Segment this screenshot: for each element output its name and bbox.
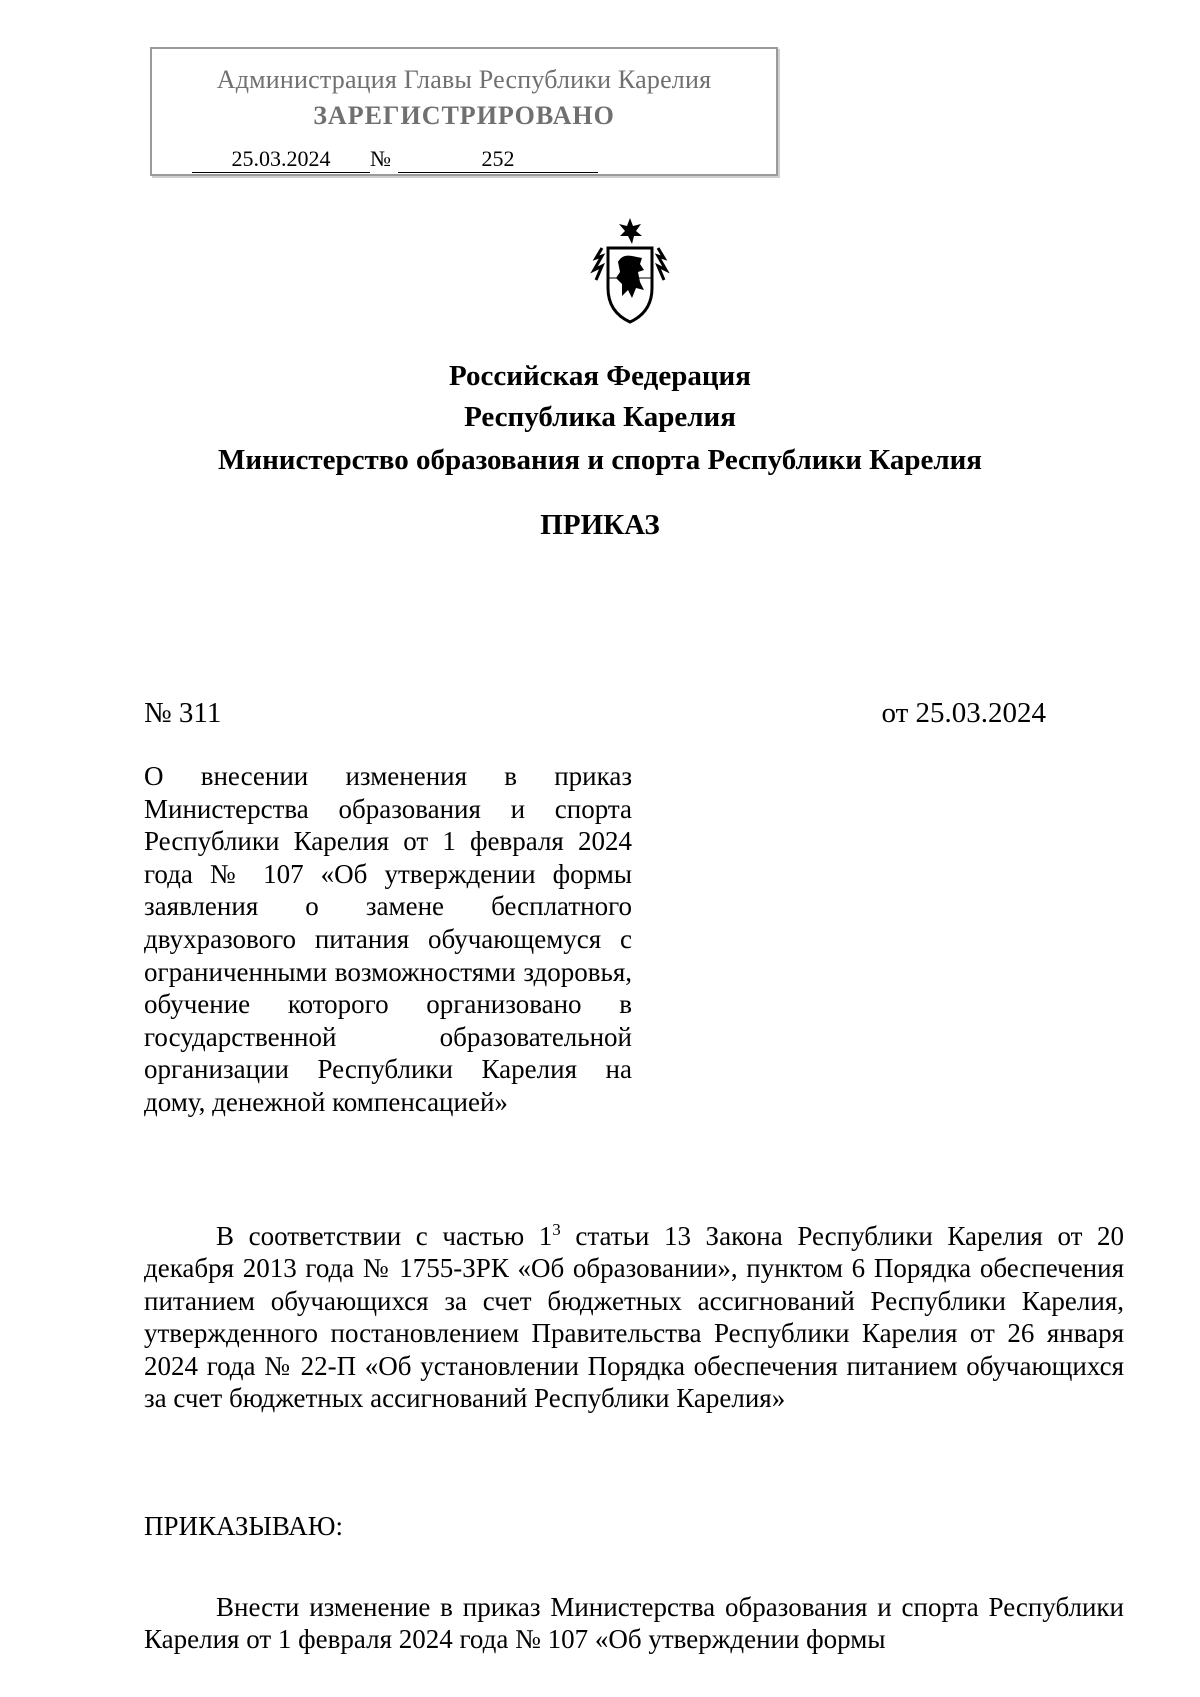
preamble-text-rest: статьи 13 Закона Республики Карелия от 20 декабря 2013 года № 1755-ЗРК «Об образовании», пунктом 6 Порядка обеспечения питанием обучающихся за счет бюджетных ассигнований Республики Карелия, утвержденного постановлением Правительства Республики Карелия от 26 января 2024 года № 22-П «Об установлении Порядка обеспечения питанием обучающихся за счет бюджетных ассигнований Республики Карелия» [144, 1221, 1124, 1414]
header-region: Республика Карелия [464, 401, 736, 433]
header-country: Российская Федерация [449, 360, 751, 392]
stamp-date: 25.03.2024 [192, 146, 370, 173]
decree-word: ПРИКАЗЫВАЮ: [144, 1511, 343, 1541]
stamp-authority: Администрация Главы Республики Карелия [216, 65, 712, 94]
preamble-superscript: 3 [552, 1220, 561, 1239]
preamble-paragraph [144, 1214, 1124, 1414]
order-number: № 311 [144, 697, 222, 729]
stamp-number-label: № [370, 146, 391, 171]
document-type: ПРИКАЗ [540, 509, 660, 541]
order-subject: О внесении изменения в приказ Министерства образования и спорта Республики Карелия от 1 февраля 2024 года № 107 «Об утверждении формы заявления о замене бесплатного двухразового питания обучающемуся с ограниченными возможностями здоровья, обучение которого организовано в государственной образовательной организации Республики Карелия на дому, денежной компенсацией» [144, 761, 632, 1117]
header-ministry: Министерство образования и спорта Республики Карелия [218, 444, 982, 476]
stamp-registered: ЗАРЕГИСТРИРОВАНО [313, 101, 615, 130]
stamp-number: 252 [398, 146, 598, 173]
preamble-text-start: В соответствии с частью 1 [216, 1221, 553, 1251]
registration-stamp [150, 47, 778, 176]
operative-paragraph: Внести изменение в приказ Министерства образования и спорта Республики Карелия от 1 февраля 2024 года № 107 «Об утверждении формы [144, 1592, 1124, 1655]
order-date: от 25.03.2024 [881, 697, 1046, 729]
karelia-coat-of-arms-icon [586, 218, 674, 326]
stamp-registration-row [192, 146, 598, 173]
